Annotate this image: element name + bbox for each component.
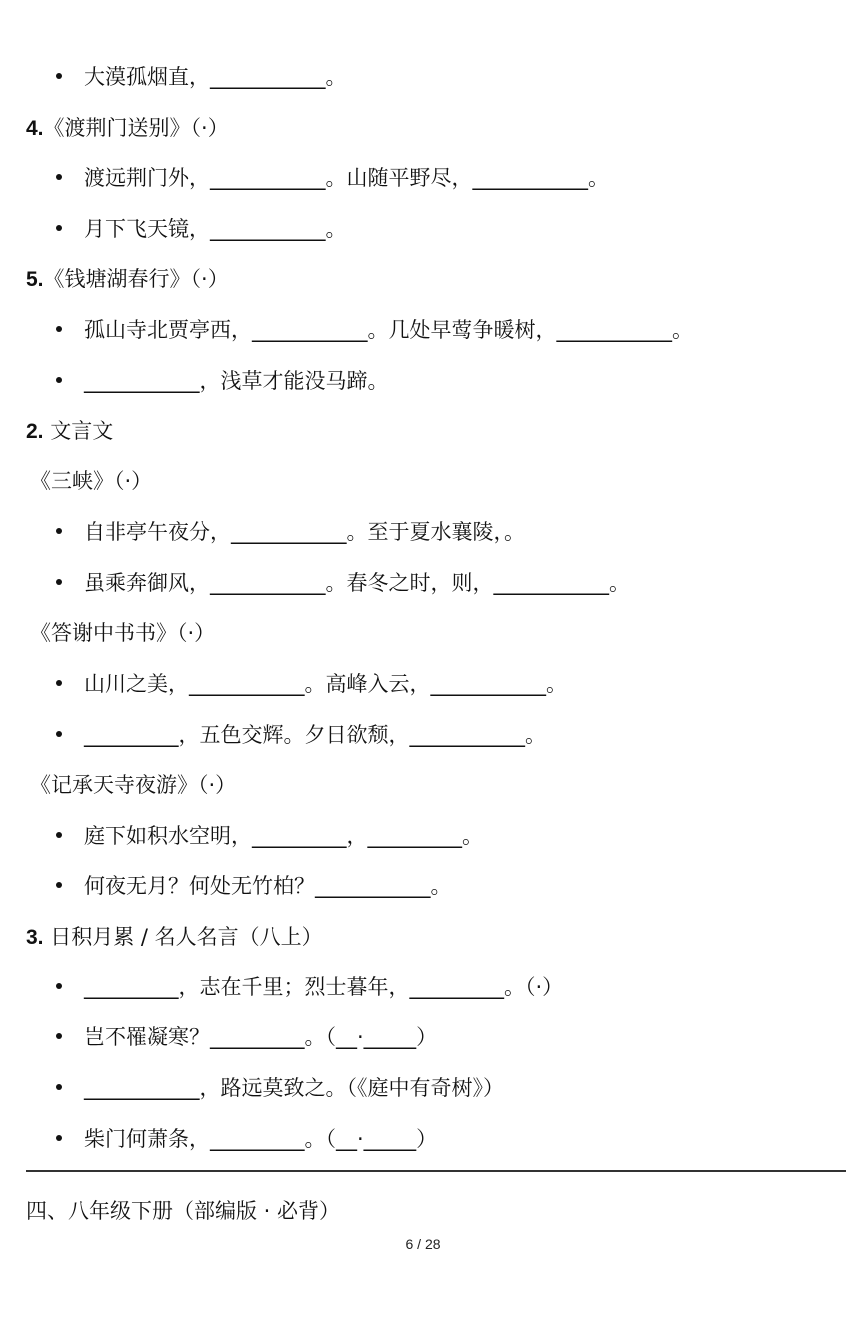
sub-heading: 《答谢中书书》（·） xyxy=(30,621,216,645)
bullet-item xyxy=(56,315,693,345)
section-divider xyxy=(26,1170,846,1172)
bullet-icon xyxy=(56,680,62,686)
numbered-heading xyxy=(26,922,323,953)
bullet-icon xyxy=(56,882,62,888)
bullet-text: _________，五色交辉。夕日欲颓，___________。 xyxy=(84,723,546,747)
heading-number: 2. xyxy=(26,420,44,443)
numbered-heading xyxy=(26,113,229,144)
numbered-heading xyxy=(26,264,229,295)
bullet-item xyxy=(56,669,567,699)
bullet-text: ___________，路远莫致之。（《庭中有奇树》） xyxy=(84,1076,504,1100)
heading-text: 文言文 xyxy=(43,419,114,443)
page-indicator: 6 / 28 xyxy=(405,1236,441,1252)
bullet-text: 自非亭午夜分，___________。至于夏水襄陵，。 xyxy=(84,520,525,544)
bullet-item xyxy=(56,972,563,1002)
bullet-icon xyxy=(56,1033,62,1039)
bullet-text: ___________，浅草才能没马蹄。 xyxy=(84,369,389,393)
bullet-item xyxy=(56,366,389,396)
bullet-item xyxy=(56,214,347,244)
bullet-icon xyxy=(56,983,62,989)
bullet-item xyxy=(56,1073,504,1103)
heading-number: 5. xyxy=(26,268,44,291)
bullet-item xyxy=(56,1022,437,1052)
bullet-text: 虽乘奔御风，___________。春冬之时，则，___________。 xyxy=(84,571,630,595)
bullet-item xyxy=(56,568,630,598)
bullet-text: 月下飞天镜，___________。 xyxy=(84,217,347,241)
heading-text: 日积月累 / 名人名言（八上） xyxy=(43,925,323,949)
numbered-heading xyxy=(26,416,113,447)
bullet-item xyxy=(56,720,546,750)
bullet-icon xyxy=(56,579,62,585)
bullet-text: 庭下如积水空明，_________，_________。 xyxy=(84,824,483,848)
bullet-icon xyxy=(56,174,62,180)
bullet-text: 何夜无月？何处无竹柏？___________。 xyxy=(84,874,452,898)
section-title: 四、八年级下册（部编版 · 必背） xyxy=(26,1199,341,1223)
bullet-text: 山川之美，___________。高峰入云，___________。 xyxy=(84,672,567,696)
bullet-icon xyxy=(56,326,62,332)
bullet-text: _________，志在千里；烈士暮年，_________。（·） xyxy=(84,975,564,999)
bullet-icon xyxy=(56,1135,62,1141)
bullet-icon xyxy=(56,832,62,838)
bullet-icon xyxy=(56,731,62,737)
bullet-text: 大漠孤烟直，___________。 xyxy=(84,65,347,89)
heading-text: 《钱塘湖春行》（·） xyxy=(43,267,229,291)
bullet-icon xyxy=(56,377,62,383)
bullet-icon xyxy=(56,225,62,231)
sub-heading: 《记承天寺夜游》（·） xyxy=(30,773,237,797)
bullet-text: 柴门何萧条，_________。（__·_____） xyxy=(84,1127,438,1151)
bullet-text: 岂不罹凝寒？_________。（__·_____） xyxy=(84,1025,438,1049)
bullet-icon xyxy=(56,1084,62,1090)
bullet-item xyxy=(56,1124,437,1154)
heading-number: 4. xyxy=(26,117,44,140)
bullet-icon xyxy=(56,73,62,79)
bullet-text: 孤山寺北贾亭西，___________。几处早莺争暖树，___________。 xyxy=(84,318,693,342)
bullet-item xyxy=(56,517,525,547)
bullet-icon xyxy=(56,528,62,534)
heading-text: 《渡荆门送别》（·） xyxy=(43,116,229,140)
bullet-item xyxy=(56,163,609,193)
sub-heading: 《三峡》（·） xyxy=(30,469,153,493)
bullet-item xyxy=(56,821,483,851)
bullet-item xyxy=(56,871,452,901)
bullet-text: 渡远荆门外，___________。山随平野尽，___________。 xyxy=(84,166,609,190)
bullet-item xyxy=(56,62,347,92)
heading-number: 3. xyxy=(26,926,44,949)
